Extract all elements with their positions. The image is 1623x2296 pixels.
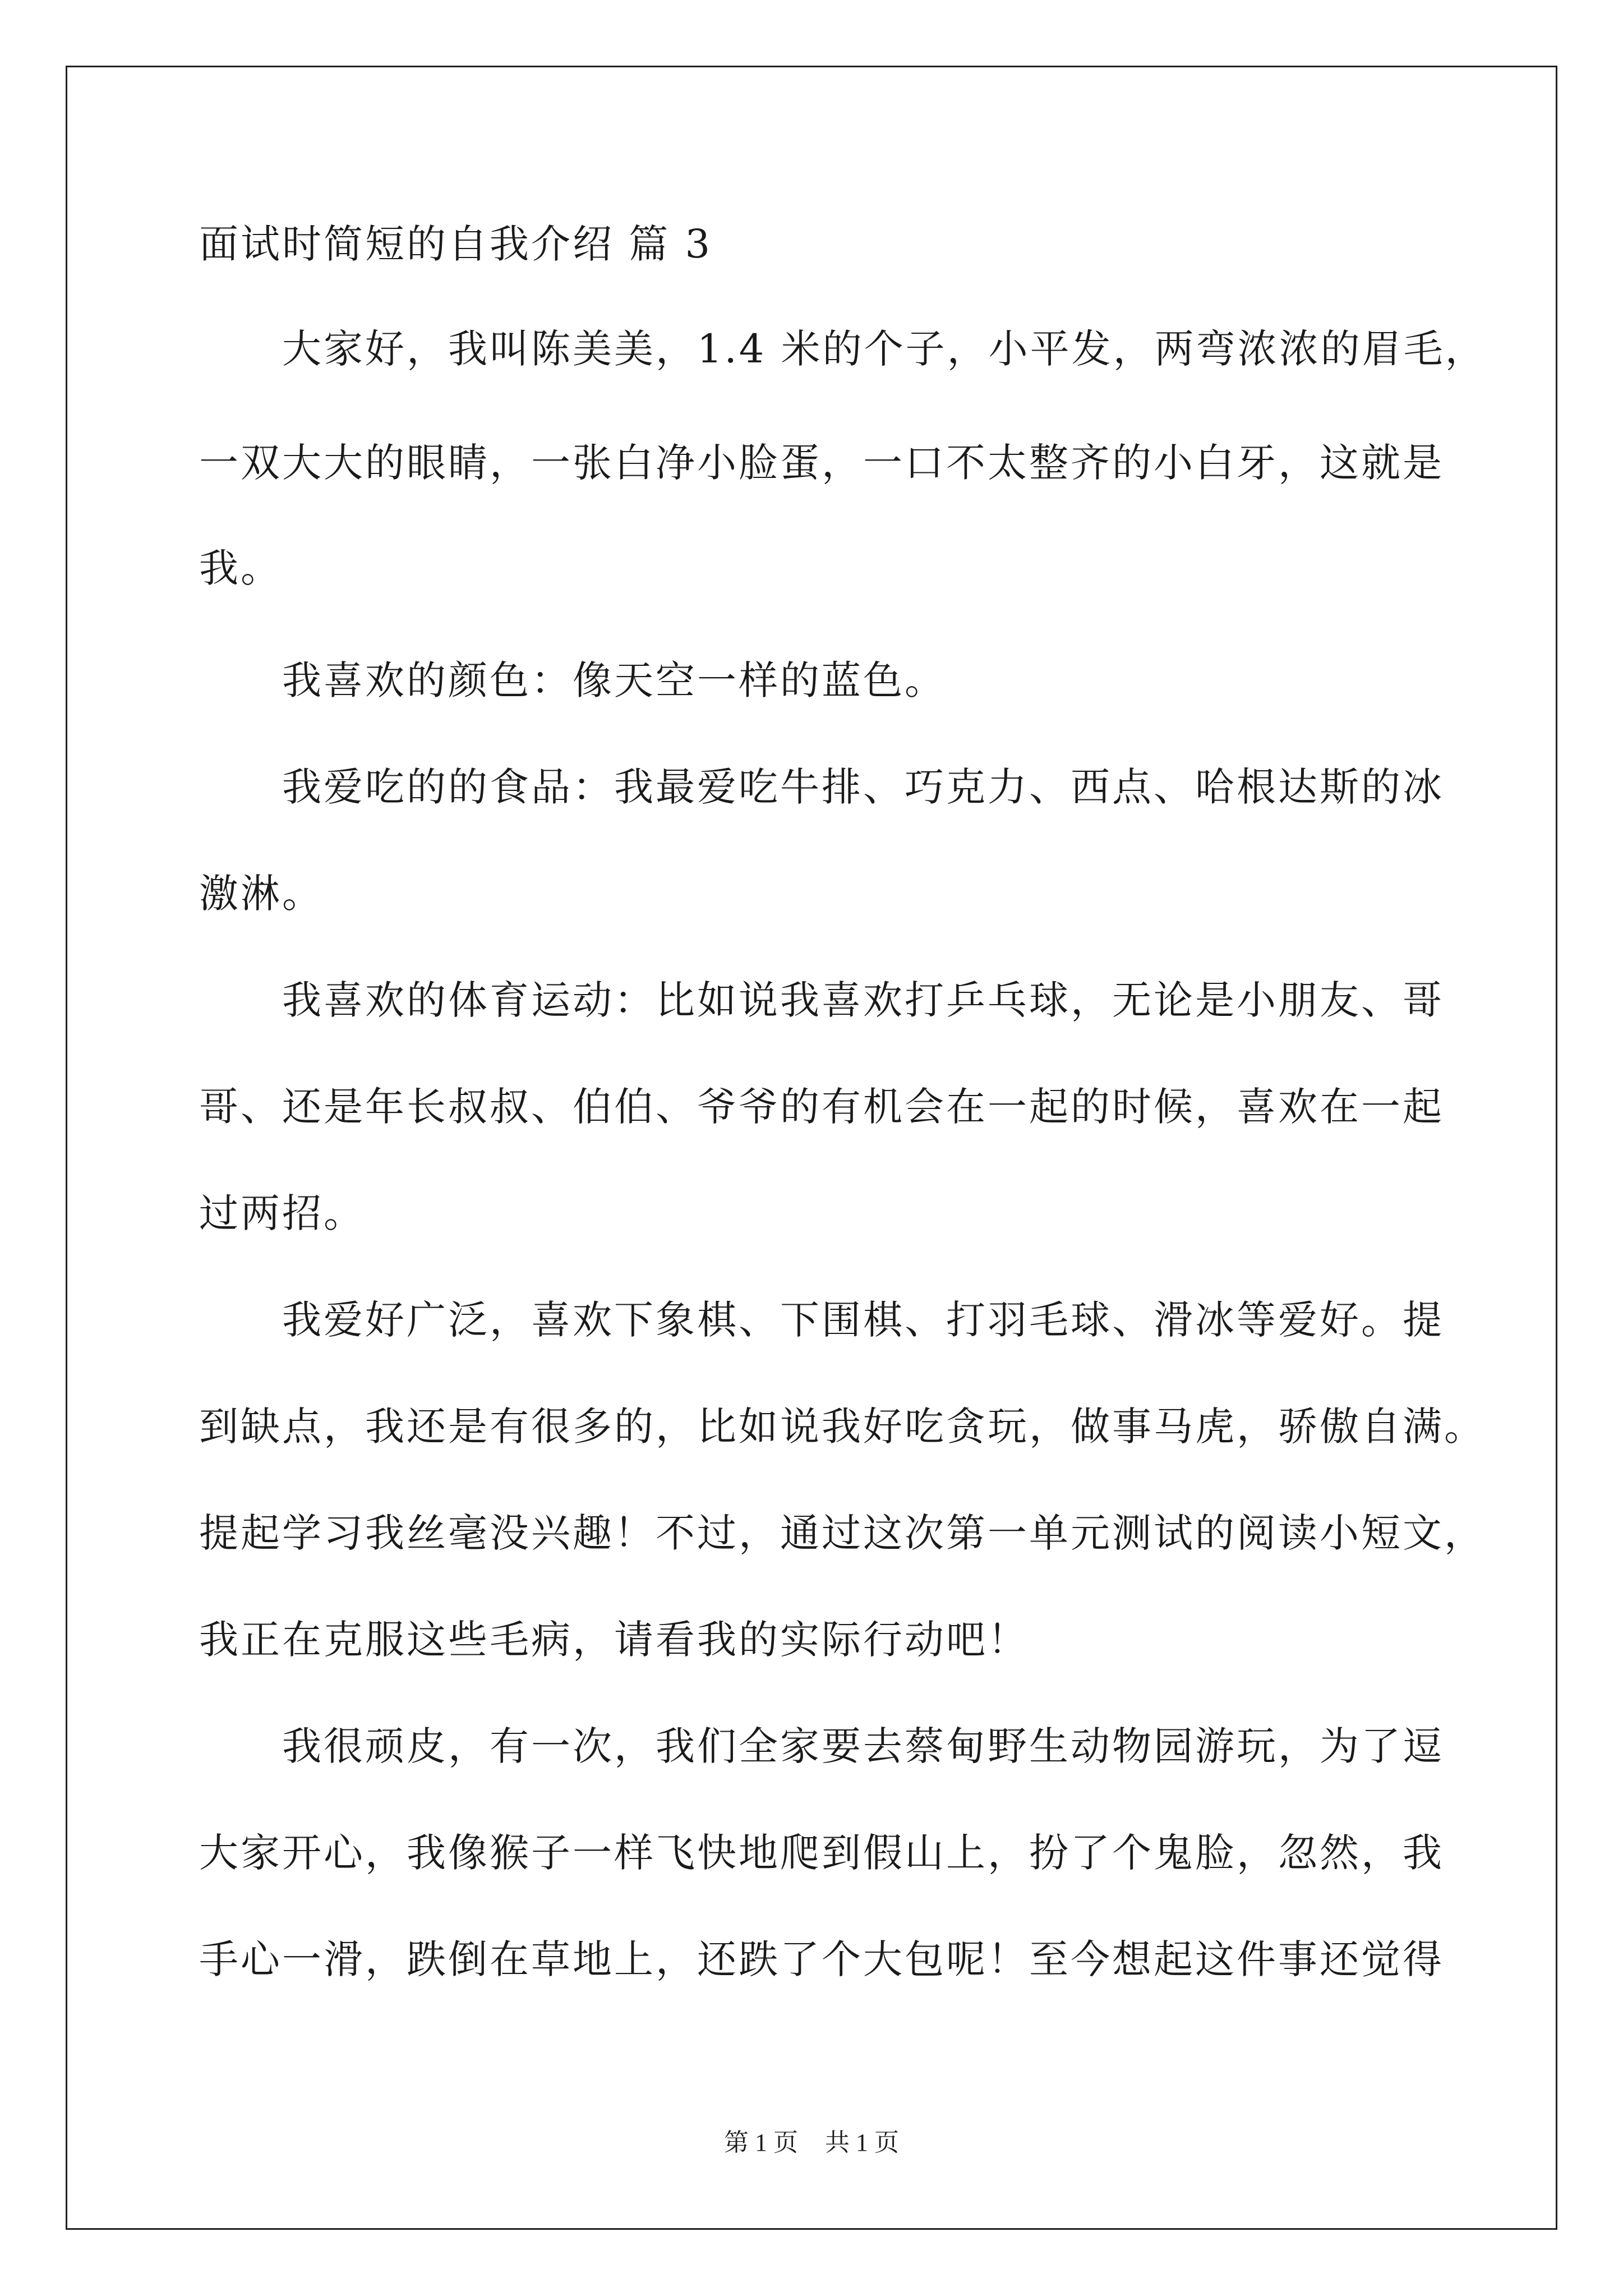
paragraph-line: 哥、还是年长叔叔、伯伯、爷爷的有机会在一起的时候，喜欢在一起 (199, 1084, 1444, 1130)
paragraph-line: 手心一滑，跌倒在草地上，还跌了个大包呢！至今想起这件事还觉得 (199, 1936, 1444, 1982)
page-total: 共 1 页 (825, 2129, 899, 2156)
page-number: 第 1 页 (724, 2129, 798, 2156)
paragraph-line: 我正在克服这些毛病，请看我的实际行动吧！ (199, 1617, 1029, 1663)
paragraph-line: 我喜欢的颜色：像天空一样的蓝色。 (282, 657, 946, 703)
paragraph-line: 提起学习我丝毫没兴趣！不过，通过这次第一单元测试的阅读小短文， (199, 1510, 1486, 1556)
paragraph-line: 激淋。 (199, 871, 324, 917)
document-title: 面试时简短的自我介绍 篇 3 (199, 221, 713, 267)
paragraph-line: 我很顽皮，有一次，我们全家要去蔡甸野生动物园游玩，为了逗 (282, 1723, 1444, 1769)
page-footer (0, 2126, 1623, 2160)
paragraph-line: 我。 (199, 545, 282, 591)
paragraph-line: 我喜欢的体育运动：比如说我喜欢打乒乓球，无论是小朋友、哥 (282, 977, 1444, 1023)
paragraph-line: 到缺点，我还是有很多的，比如说我好吃贪玩，做事马虎，骄傲自满。 (199, 1404, 1486, 1450)
paragraph-line: 大家好，我叫陈美美，1.4 米的个子，小平发，两弯浓浓的眉毛， (282, 326, 1487, 372)
paragraph-line: 一双大大的眼睛，一张白净小脸蛋，一口不太整齐的小白牙，这就是 (199, 440, 1444, 486)
paragraph-line: 大家开心，我像猴子一样飞快地爬到假山上，扮了个鬼脸，忽然，我 (199, 1830, 1444, 1876)
page-border (66, 66, 1557, 2230)
paragraph-line: 过两招。 (199, 1190, 365, 1236)
paragraph-line: 我爱吃的的食品：我最爱吃牛排、巧克力、西点、哈根达斯的冰 (282, 764, 1444, 810)
paragraph-line: 我爱好广泛，喜欢下象棋、下围棋、打羽毛球、滑冰等爱好。提 (282, 1297, 1444, 1343)
